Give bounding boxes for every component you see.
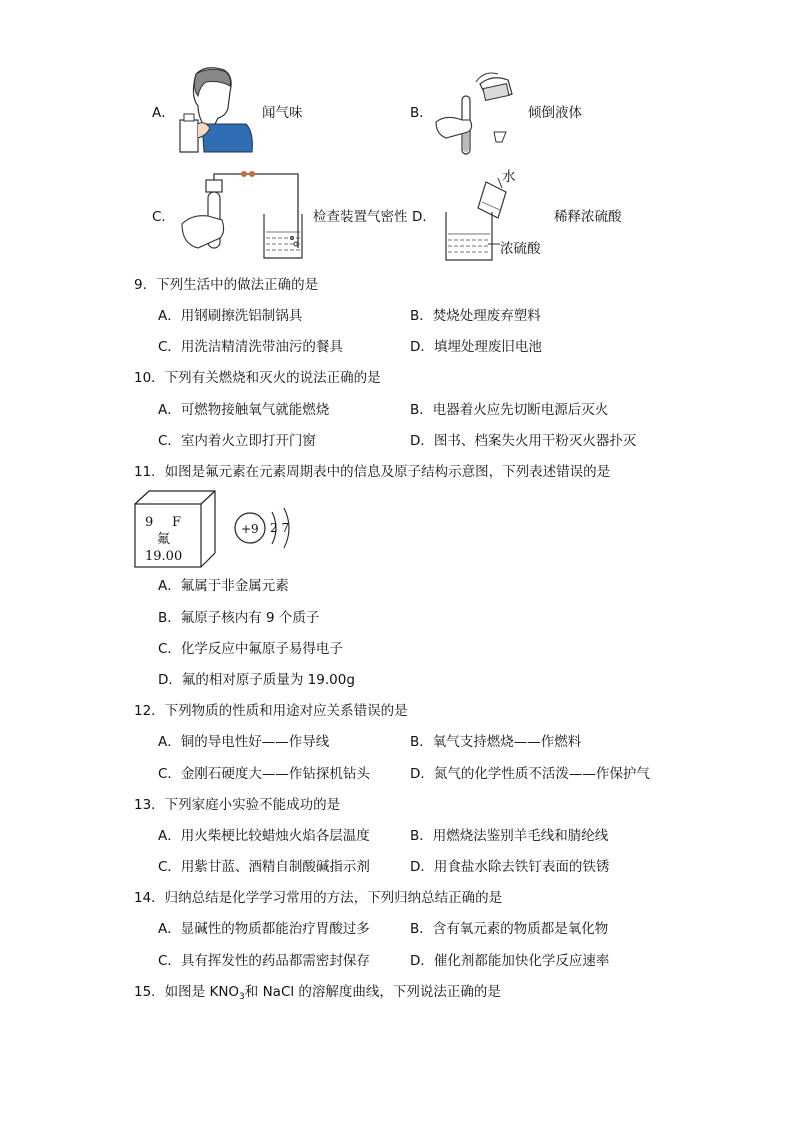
q12-option-c: C．金刚石硬度大——作钻探机钻头: [158, 766, 370, 782]
q12-option-b: B．氧气支持燃烧——作燃料: [410, 734, 582, 750]
q9-option-d: D．填埋处理废旧电池: [410, 339, 542, 355]
atom-shells: 2 7: [270, 521, 290, 535]
smell-gas-figure: [176, 66, 256, 152]
q9-option-c: C．用洗洁精清洗带油污的餐具: [158, 339, 343, 355]
element-symbol: F: [172, 515, 182, 530]
q11-option-d: D．氟的相对原子质量为 19.00g: [158, 672, 355, 688]
element-mass: 19.00: [145, 549, 183, 564]
q11-option-b: B．氟原子核内有 9 个质子: [158, 610, 320, 626]
q8-figure-acid-label: 浓硫酸: [500, 241, 541, 257]
q14-option-a: A．显碱性的物质都能治疗胃酸过多: [158, 921, 370, 937]
q9-stem: 9．下列生活中的做法正确的是: [134, 277, 319, 293]
q10-option-d: D．图书、档案失火用干粉灭火器扑灭: [410, 433, 637, 449]
q13-option-b: B．用燃烧法鉴别羊毛线和腈纶线: [410, 828, 609, 844]
q8-option-c-letter: C．: [152, 209, 175, 225]
pour-liquid-figure: [432, 68, 522, 158]
q8-option-a-letter: A．: [152, 105, 175, 121]
q10-stem: 10．下列有关燃烧和灭火的说法正确的是: [134, 370, 381, 386]
q15-stem: 15．如图是 $KNO_3$和 NaCl 的溶解度曲线，下列说法正确的是: [134, 984, 501, 1002]
q12-option-d: D．氮气的化学性质不活泼——作保护气: [410, 766, 650, 782]
q10-option-b: B．电器着火应先切断电源后灭火: [410, 402, 609, 418]
q10-option-c: C．室内着火立即打开门窗: [158, 433, 316, 449]
q13-option-a: A．用火柴梗比较蜡烛火焰各层温度: [158, 828, 370, 844]
q13-option-c: C．用紫甘蓝、酒精自制酸碱指示剂: [158, 859, 370, 875]
element-number: 9: [145, 515, 154, 530]
q14-option-d: D．催化剂都能加快化学反应速率: [410, 953, 610, 969]
q13-stem: 13．下列家庭小实验不能成功的是: [134, 797, 341, 813]
atom-nucleus: +9: [241, 522, 259, 536]
q8-option-d-label: 稀释浓硫酸: [554, 209, 622, 225]
q13-option-d: D．用食盐水除去铁钉表面的铁锈: [410, 859, 610, 875]
q8-option-c-label: 检查装置气密性: [313, 209, 408, 225]
q11-option-a: A．氟属于非金属元素: [158, 578, 289, 594]
q8-option-b-label: 倾倒液体: [528, 105, 582, 121]
q14-stem: 14．归纳总结是化学学习常用的方法，下列归纳总结正确的是: [134, 890, 503, 906]
q11-option-c: C．化学反应中氟原子易得电子: [158, 641, 343, 657]
q14-option-c: C．具有挥发性的药品都需密封保存: [158, 953, 370, 969]
q14-option-b: B．含有氧元素的物质都是氧化物: [410, 921, 609, 937]
q8-option-b-letter: B．: [410, 105, 433, 121]
airtight-check-figure: [178, 168, 308, 264]
q9-option-a: A．用钢刷擦洗铝制锅具: [158, 308, 303, 324]
q10-option-a: A．可燃物接触氧气就能燃烧: [158, 402, 330, 418]
q11-stem: 11．如图是氟元素在元素周期表中的信息及原子结构示意图，下列表述错误的是: [134, 464, 611, 480]
element-name: 氟: [157, 532, 171, 547]
q12-option-a: A．铜的导电性好——作导线: [158, 734, 330, 750]
q8-option-d-letter: D．: [412, 209, 436, 225]
q8-option-a-label: 闻气味: [262, 105, 303, 121]
q12-stem: 12．下列物质的性质和用途对应关系错误的是: [134, 703, 408, 719]
q8-figure-water-label: 水: [502, 169, 516, 185]
q9-option-b: B．焚烧处理废弃塑料: [410, 308, 541, 324]
